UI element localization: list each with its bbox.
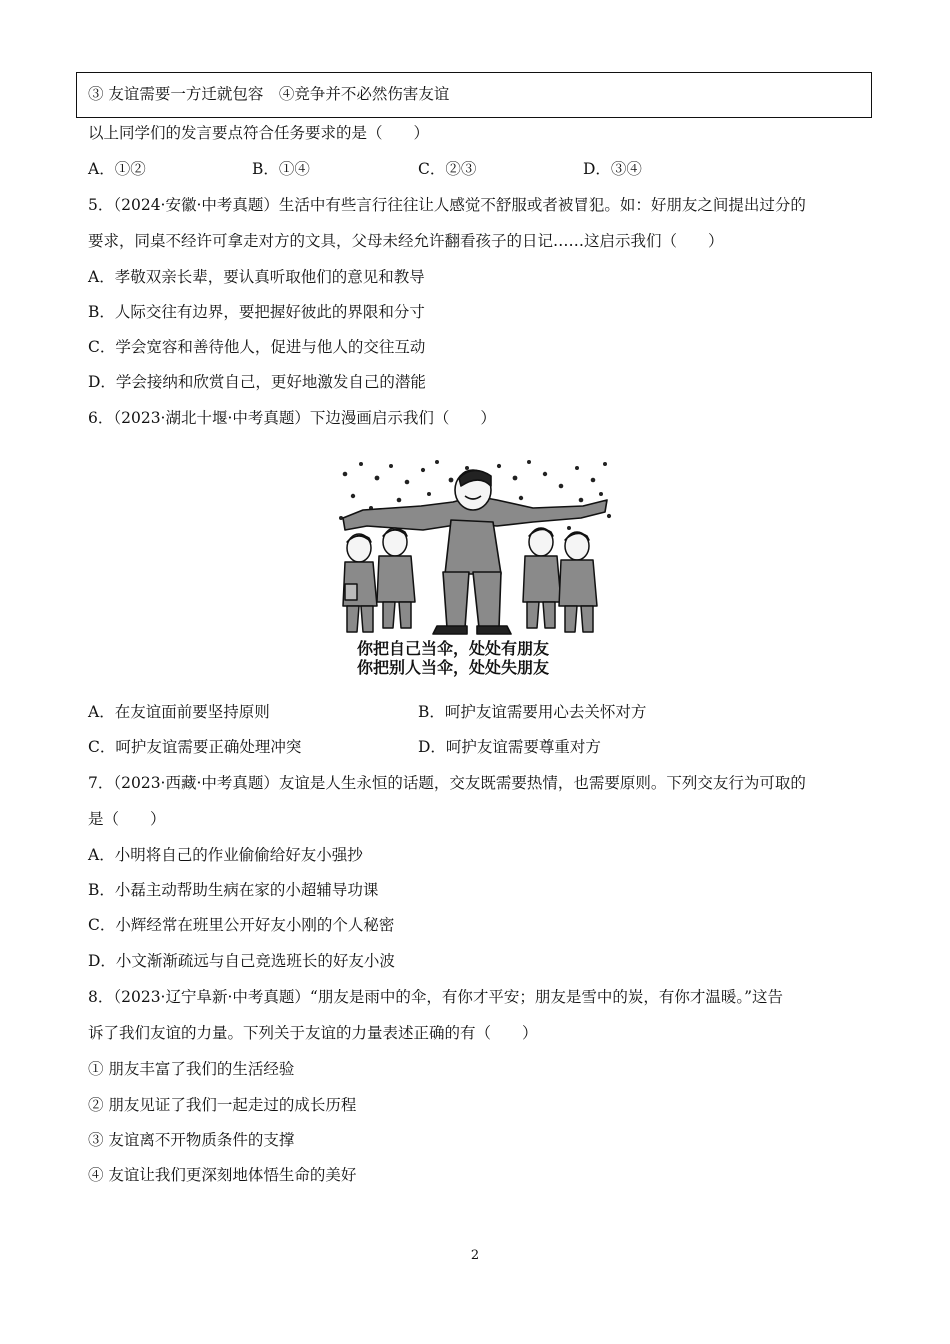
q7-option-c: C．小辉经常在班里公开好友小刚的个人秘密	[88, 916, 395, 934]
q5-stem-line2: 要求，同桌不经许可拿走对方的文具，父母未经允许翻看孩子的日记……这启示我们（ ）	[88, 232, 724, 250]
q6-option-b: B．呵护友谊需要用心去关怀对方	[418, 703, 647, 721]
q5-stem-line1: 5．（2024·安徽·中考真题）生活中有些言行往往让人感觉不舒服或者被冒犯。如：好朋友之间提出过分的	[88, 196, 806, 214]
q7-option-a: A．小明将自己的作业偷偷给好友小强抄	[88, 846, 363, 864]
q8-stem-line1: 8．（2023·辽宁阜新·中考真题）“朋友是雨中的伞，有你才平安；朋友是雪中的炭，有你才温暖。”这告	[88, 988, 784, 1006]
q8-item-1: ① 朋友丰富了我们的生活经验	[88, 1060, 295, 1078]
q4-option-b: B．①④	[252, 160, 310, 178]
q4-option-a: A．①②	[88, 160, 146, 178]
statement-box	[76, 72, 872, 118]
q6-stem: 6．（2023·湖北十堰·中考真题）下边漫画启示我们（ ）	[88, 409, 496, 427]
box-line: ③ 友谊需要一方迁就包容 ④竞争并不必然伤害友谊	[88, 85, 450, 103]
q7-stem-line2: 是（ ）	[88, 810, 166, 828]
q4-tail: 以上同学们的发言要点符合任务要求的是（ ）	[88, 124, 430, 142]
q8-item-4: ④ 友谊让我们更深刻地体悟生命的美好	[88, 1166, 357, 1184]
cartoon-image	[333, 456, 615, 678]
q5-option-c: C．学会宽容和善待他人，促进与他人的交往互动	[88, 338, 426, 356]
q5-option-d: D．学会接纳和欣赏自己，更好地激发自己的潜能	[88, 373, 426, 391]
cartoon-caption-2: 你把别人当伞，处处失朋友	[357, 658, 550, 677]
q5-option-a: A．孝敬双亲长辈，要认真听取他们的意见和教导	[88, 268, 425, 286]
cartoon-caption-1: 你把自己当伞，处处有朋友	[357, 639, 550, 658]
q5-option-b: B．人际交往有边界，要把握好彼此的界限和分寸	[88, 303, 425, 321]
q6-option-a: A．在友谊面前要坚持原则	[88, 703, 270, 721]
q4-option-d: D．③④	[583, 160, 642, 178]
q8-item-2: ② 朋友见证了我们一起走过的成长历程	[88, 1096, 357, 1114]
q6-option-d: D．呵护友谊需要尊重对方	[418, 738, 601, 756]
q4-option-c: C．②③	[418, 160, 477, 178]
q6-option-c: C．呵护友谊需要正确处理冲突	[88, 738, 302, 756]
q8-stem-line2: 诉了我们友谊的力量。下列关于友谊的力量表述正确的有（ ）	[88, 1024, 538, 1042]
page-number: 2	[470, 1248, 480, 1263]
q7-option-b: B．小磊主动帮助生病在家的小超辅导功课	[88, 881, 379, 899]
q7-stem-line1: 7．（2023·西藏·中考真题）友谊是人生永恒的话题，交友既需要热情，也需要原则。下列交友行为可取的	[88, 774, 806, 792]
q8-item-3: ③ 友谊离不开物质条件的支撑	[88, 1131, 295, 1149]
q7-option-d: D．小文渐渐疏远与自己竞选班长的好友小波	[88, 952, 395, 970]
